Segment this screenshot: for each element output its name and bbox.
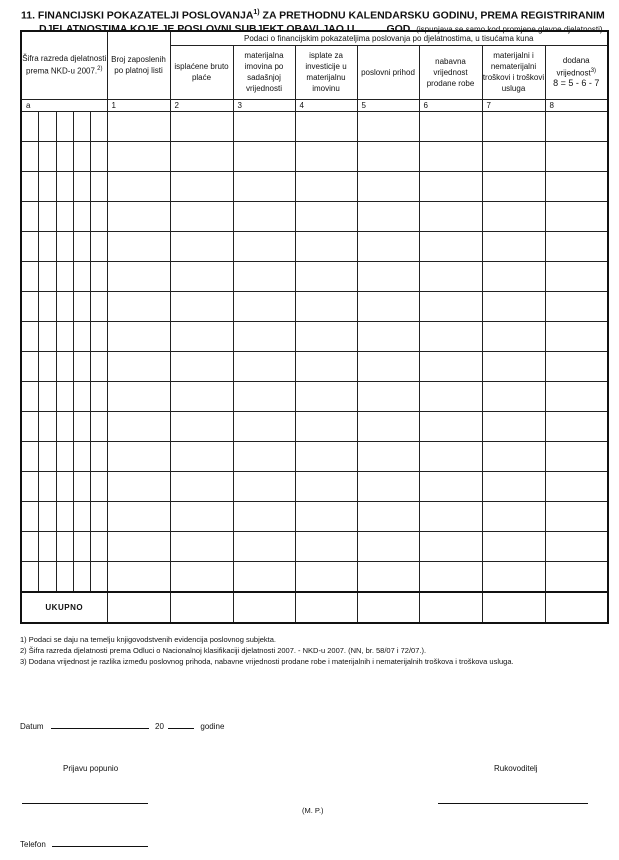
data-cell[interactable] xyxy=(357,411,419,441)
title-line1-end: ZA PRETHODNU KALENDARSKU GODINU, PREMA REGISTRIRANIM xyxy=(259,9,605,22)
data-cell[interactable] xyxy=(233,531,295,561)
data-cell[interactable] xyxy=(170,201,233,231)
data-cell[interactable] xyxy=(419,171,482,201)
financial-indicators-table xyxy=(20,30,609,624)
data-cell[interactable] xyxy=(482,231,545,261)
data-cell[interactable] xyxy=(482,321,545,351)
sifra-footnote-ref: 2) xyxy=(97,66,103,73)
data-cell[interactable] xyxy=(170,111,233,141)
sifra-digit-cell[interactable] xyxy=(38,531,56,561)
data-cell[interactable] xyxy=(357,231,419,261)
sifra-digit-cell[interactable] xyxy=(56,351,73,381)
col-2-header: isplaćene bruto plaće xyxy=(170,45,233,99)
sifra-digit-cell[interactable] xyxy=(21,411,38,441)
sifra-digit-cell[interactable] xyxy=(56,231,73,261)
data-cell[interactable] xyxy=(357,471,419,501)
data-cell[interactable] xyxy=(357,441,419,471)
data-cell[interactable] xyxy=(419,531,482,561)
data-cell[interactable] xyxy=(295,381,357,411)
data-cell[interactable] xyxy=(295,411,357,441)
data-cell[interactable] xyxy=(357,111,419,141)
data-cell[interactable] xyxy=(545,501,608,531)
sifra-digit-cell[interactable] xyxy=(21,561,38,592)
total-cell[interactable] xyxy=(419,592,482,623)
sifra-digit-cell[interactable] xyxy=(73,471,90,501)
sifra-digit-cell[interactable] xyxy=(56,291,73,321)
data-cell[interactable] xyxy=(357,291,419,321)
data-cell[interactable] xyxy=(170,171,233,201)
sifra-digit-cell[interactable] xyxy=(73,321,90,351)
data-cell[interactable] xyxy=(545,321,608,351)
data-cell[interactable] xyxy=(482,261,545,291)
sifra-digit-cell[interactable] xyxy=(56,321,73,351)
sifra-digit-cell[interactable] xyxy=(56,441,73,471)
sifra-digit-cell[interactable] xyxy=(38,111,56,141)
sifra-digit-cell[interactable] xyxy=(73,411,90,441)
data-cell[interactable] xyxy=(357,321,419,351)
col-num-8: 8 xyxy=(545,99,608,111)
sifra-digit-cell[interactable] xyxy=(90,321,107,351)
data-cell[interactable] xyxy=(419,141,482,171)
sifra-digit-cell[interactable] xyxy=(90,261,107,291)
sifra-digit-cell[interactable] xyxy=(21,501,38,531)
data-cell[interactable] xyxy=(482,171,545,201)
sifra-digit-cell[interactable] xyxy=(21,291,38,321)
sifra-digit-cell[interactable] xyxy=(73,141,90,171)
data-cell[interactable] xyxy=(170,261,233,291)
col-8-footnote-ref: 3) xyxy=(590,67,597,74)
data-cell[interactable] xyxy=(357,501,419,531)
data-cell[interactable] xyxy=(357,261,419,291)
data-cell[interactable] xyxy=(107,381,170,411)
total-label: UKUPNO xyxy=(21,592,107,623)
col-7-header: materijalni i nematerijalni troškovi i troškovi usluga xyxy=(482,45,545,99)
data-cell[interactable] xyxy=(482,351,545,381)
sifra-digit-cell[interactable] xyxy=(38,441,56,471)
data-cell[interactable] xyxy=(170,321,233,351)
data-cell[interactable] xyxy=(419,321,482,351)
sifra-digit-cell[interactable] xyxy=(73,171,90,201)
title-line1-start: 11. FINANCIJSKI POKAZATELJI POSLOVANJA xyxy=(21,9,254,22)
data-cell[interactable] xyxy=(170,561,233,592)
data-cell[interactable] xyxy=(545,561,608,592)
data-cell[interactable] xyxy=(545,111,608,141)
data-cell[interactable] xyxy=(233,351,295,381)
data-cell[interactable] xyxy=(357,171,419,201)
sifra-digit-cell[interactable] xyxy=(90,441,107,471)
sifra-digit-cell[interactable] xyxy=(21,381,38,411)
sifra-digit-cell[interactable] xyxy=(21,201,38,231)
table-row xyxy=(21,291,608,321)
date-field xyxy=(20,720,224,731)
table-row xyxy=(21,141,608,171)
data-cell[interactable] xyxy=(107,441,170,471)
data-cell[interactable] xyxy=(295,261,357,291)
data-cell[interactable] xyxy=(170,351,233,381)
data-cell[interactable] xyxy=(170,531,233,561)
data-cell[interactable] xyxy=(482,111,545,141)
data-cell[interactable] xyxy=(357,351,419,381)
data-cell[interactable] xyxy=(545,261,608,291)
sifra-digit-cell[interactable] xyxy=(73,501,90,531)
sifra-digit-cell[interactable] xyxy=(38,381,56,411)
col-6-header: nabavna vrijednost prodane robe xyxy=(419,45,482,99)
sifra-digit-cell[interactable] xyxy=(90,111,107,141)
rukovoditelj-signature-line[interactable] xyxy=(438,803,588,804)
data-cell[interactable] xyxy=(482,381,545,411)
footnote-2: 2) Šifra razreda djelatnosti prema Odluci o Nacionalnoj klasifikaciji djelatnosti 2007. - NKD-u 2007. (NN, br. 58/07 i 72/07.). xyxy=(20,646,427,655)
sifra-digit-cell[interactable] xyxy=(56,531,73,561)
table-row xyxy=(21,471,608,501)
title-god: GOD. xyxy=(386,22,414,35)
data-cell[interactable] xyxy=(233,321,295,351)
sifra-digit-cell[interactable] xyxy=(21,471,38,501)
sifra-digit-cell[interactable] xyxy=(73,201,90,231)
sifra-digit-cell[interactable] xyxy=(21,111,38,141)
data-cell[interactable] xyxy=(419,411,482,441)
data-cell[interactable] xyxy=(482,441,545,471)
sifra-digit-cell[interactable] xyxy=(90,381,107,411)
footnote-3: 3) Dodana vrijednost je razlika između poslovnog prihoda, nabavne vrijednosti prodane robe i materijalnih i nematerijalnih troškova i troškova usluga. xyxy=(20,657,514,666)
table-row xyxy=(21,561,608,592)
data-cell[interactable] xyxy=(170,291,233,321)
footnote-1: 1) Podaci se daju na temelju knjigovodstvenih evidencija poslovnog subjekta. xyxy=(20,635,276,644)
data-cell[interactable] xyxy=(545,381,608,411)
telefon-field xyxy=(20,838,148,849)
data-cell[interactable] xyxy=(233,171,295,201)
sifra-digit-cell[interactable] xyxy=(38,291,56,321)
data-cell[interactable] xyxy=(419,231,482,261)
data-cell[interactable] xyxy=(295,441,357,471)
data-cell[interactable] xyxy=(107,201,170,231)
total-cell[interactable] xyxy=(233,592,295,623)
data-cell[interactable] xyxy=(295,111,357,141)
sifra-digit-cell[interactable] xyxy=(90,291,107,321)
data-cell[interactable] xyxy=(107,321,170,351)
data-cell[interactable] xyxy=(357,141,419,171)
data-cell[interactable] xyxy=(419,291,482,321)
sifra-digit-cell[interactable] xyxy=(21,531,38,561)
table-row xyxy=(21,201,608,231)
data-cell[interactable] xyxy=(170,141,233,171)
sifra-digit-cell[interactable] xyxy=(90,351,107,381)
col-num-3: 3 xyxy=(233,99,295,111)
sifra-digit-cell[interactable] xyxy=(90,531,107,561)
data-cell[interactable] xyxy=(419,261,482,291)
table-row xyxy=(21,231,608,261)
col-num-a: a xyxy=(21,99,107,111)
sifra-digit-cell[interactable] xyxy=(90,501,107,531)
broj-header: Broj zaposlenih po platnoj listi xyxy=(107,31,170,99)
table-row xyxy=(21,381,608,411)
data-cell[interactable] xyxy=(233,261,295,291)
sifra-digit-cell[interactable] xyxy=(73,381,90,411)
sifra-digit-cell[interactable] xyxy=(73,561,90,592)
data-cell[interactable] xyxy=(233,471,295,501)
data-cell[interactable] xyxy=(233,501,295,531)
col-num-2: 2 xyxy=(170,99,233,111)
data-cell[interactable] xyxy=(545,531,608,561)
data-cell[interactable] xyxy=(170,381,233,411)
sifra-digit-cell[interactable] xyxy=(38,201,56,231)
data-cell[interactable] xyxy=(419,441,482,471)
table-row xyxy=(21,321,608,351)
sifra-digit-cell[interactable] xyxy=(38,261,56,291)
data-cell[interactable] xyxy=(233,561,295,592)
sifra-digit-cell[interactable] xyxy=(73,111,90,141)
data-cell[interactable] xyxy=(295,141,357,171)
data-cell[interactable] xyxy=(170,471,233,501)
data-cell[interactable] xyxy=(295,291,357,321)
total-row xyxy=(21,592,608,623)
data-cell[interactable] xyxy=(482,411,545,441)
data-cell[interactable] xyxy=(545,411,608,441)
data-cell[interactable] xyxy=(482,201,545,231)
data-cell[interactable] xyxy=(233,381,295,411)
sifra-digit-cell[interactable] xyxy=(73,291,90,321)
data-cell[interactable] xyxy=(107,351,170,381)
table-row xyxy=(21,441,608,471)
sifra-digit-cell[interactable] xyxy=(56,201,73,231)
sifra-digit-cell[interactable] xyxy=(21,261,38,291)
data-cell[interactable] xyxy=(545,471,608,501)
col-8-label: dodana vrijednost xyxy=(556,55,591,78)
data-cell[interactable] xyxy=(545,201,608,231)
sifra-digit-cell[interactable] xyxy=(90,141,107,171)
data-cell[interactable] xyxy=(107,171,170,201)
group-header: Podaci o financijskim pokazateljima poslovanja po djelatnostima, u tisućama kuna xyxy=(170,31,608,45)
table-row xyxy=(21,171,608,201)
sifra-digit-cell[interactable] xyxy=(73,351,90,381)
table-row xyxy=(21,351,608,381)
data-cell[interactable] xyxy=(233,411,295,441)
data-cell[interactable] xyxy=(545,231,608,261)
data-cell[interactable] xyxy=(482,561,545,592)
sifra-header xyxy=(21,31,107,99)
data-cell[interactable] xyxy=(482,531,545,561)
sifra-digit-cell[interactable] xyxy=(73,261,90,291)
sifra-digit-cell[interactable] xyxy=(56,261,73,291)
total-cell[interactable] xyxy=(357,592,419,623)
year-input[interactable] xyxy=(168,720,194,729)
data-cell[interactable] xyxy=(233,231,295,261)
data-cell[interactable] xyxy=(107,531,170,561)
col-3-header: materijalna imovina po sadašnjoj vrijednosti xyxy=(233,45,295,99)
data-cell[interactable] xyxy=(419,381,482,411)
data-cell[interactable] xyxy=(419,471,482,501)
sifra-digit-cell[interactable] xyxy=(56,111,73,141)
col-5-header: poslovni prihod xyxy=(357,45,419,99)
sifra-digit-cell[interactable] xyxy=(56,501,73,531)
sifra-digit-cell[interactable] xyxy=(38,561,56,592)
sifra-digit-cell[interactable] xyxy=(38,411,56,441)
date-input[interactable] xyxy=(51,720,149,729)
sifra-digit-cell[interactable] xyxy=(38,501,56,531)
data-cell[interactable] xyxy=(545,291,608,321)
sifra-digit-cell[interactable] xyxy=(21,441,38,471)
data-cell[interactable] xyxy=(233,111,295,141)
rukovoditelj-label: Rukovoditelj xyxy=(494,764,538,773)
sifra-digit-cell[interactable] xyxy=(21,141,38,171)
data-cell[interactable] xyxy=(295,321,357,351)
data-cell[interactable] xyxy=(357,531,419,561)
data-cell[interactable] xyxy=(295,501,357,531)
sifra-digit-cell[interactable] xyxy=(73,231,90,261)
data-cell[interactable] xyxy=(107,261,170,291)
data-cell[interactable] xyxy=(170,411,233,441)
table-row xyxy=(21,111,608,141)
data-cell[interactable] xyxy=(170,501,233,531)
data-cell[interactable] xyxy=(357,561,419,592)
data-cell[interactable] xyxy=(545,171,608,201)
total-cell[interactable] xyxy=(107,592,170,623)
sifra-digit-cell[interactable] xyxy=(56,561,73,592)
col-8-formula: 8 = 5 - 6 - 7 xyxy=(553,78,600,89)
sifra-digit-cell[interactable] xyxy=(38,321,56,351)
title-line2-start: DJELATNOSTIMA KOJE JE POSLOVNI SUBJEKT OBAVLJAO U xyxy=(39,22,355,35)
sifra-digit-cell[interactable] xyxy=(73,531,90,561)
data-cell[interactable] xyxy=(295,531,357,561)
data-cell[interactable] xyxy=(107,471,170,501)
sifra-digit-cell[interactable] xyxy=(21,351,38,381)
column-number-row xyxy=(21,99,608,111)
total-cell[interactable] xyxy=(482,592,545,623)
sifra-digit-cell[interactable] xyxy=(38,351,56,381)
total-cell[interactable] xyxy=(170,592,233,623)
data-cell[interactable] xyxy=(233,141,295,171)
data-cell[interactable] xyxy=(419,201,482,231)
sifra-digit-cell[interactable] xyxy=(90,171,107,201)
table-row xyxy=(21,501,608,531)
prijavu-label: Prijavu popunio xyxy=(63,764,119,773)
col-num-4: 4 xyxy=(295,99,357,111)
table-row xyxy=(21,261,608,291)
sifra-digit-cell[interactable] xyxy=(90,411,107,441)
sifra-digit-cell[interactable] xyxy=(90,471,107,501)
col-4-header: isplate za investicije u materijalnu imovinu xyxy=(295,45,357,99)
data-cell[interactable] xyxy=(295,201,357,231)
table-row xyxy=(21,411,608,441)
data-cell[interactable] xyxy=(419,351,482,381)
data-cell[interactable] xyxy=(482,291,545,321)
data-cell[interactable] xyxy=(419,501,482,531)
sifra-digit-cell[interactable] xyxy=(38,141,56,171)
data-cell[interactable] xyxy=(107,141,170,171)
data-cell[interactable] xyxy=(233,441,295,471)
table-row xyxy=(21,531,608,561)
year-prefix: 20 xyxy=(155,722,164,731)
data-cell[interactable] xyxy=(295,471,357,501)
col-num-1: 1 xyxy=(107,99,170,111)
col-8-header xyxy=(545,45,608,99)
sifra-digit-cell[interactable] xyxy=(21,321,38,351)
data-cell[interactable] xyxy=(107,561,170,592)
data-cell[interactable] xyxy=(357,201,419,231)
data-cell[interactable] xyxy=(107,411,170,441)
sifra-digit-cell[interactable] xyxy=(56,381,73,411)
telefon-input[interactable] xyxy=(52,838,148,847)
data-cell[interactable] xyxy=(482,141,545,171)
sifra-digit-cell[interactable] xyxy=(56,471,73,501)
data-cell[interactable] xyxy=(545,351,608,381)
data-cell[interactable] xyxy=(170,231,233,261)
data-cell[interactable] xyxy=(419,111,482,141)
sifra-digit-cell[interactable] xyxy=(56,141,73,171)
sifra-digit-cell[interactable] xyxy=(90,201,107,231)
sifra-digit-cell[interactable] xyxy=(56,171,73,201)
data-cell[interactable] xyxy=(419,561,482,592)
data-cell[interactable] xyxy=(357,381,419,411)
footnotes xyxy=(20,634,514,667)
data-cell[interactable] xyxy=(107,291,170,321)
data-cell[interactable] xyxy=(233,201,295,231)
sifra-digit-cell[interactable] xyxy=(73,441,90,471)
data-cell[interactable] xyxy=(107,231,170,261)
title-note: (ispunjava se samo kod promjene glavne djelatnosti) xyxy=(416,24,603,34)
total-cell[interactable] xyxy=(295,592,357,623)
data-cell[interactable] xyxy=(170,441,233,471)
sifra-digit-cell[interactable] xyxy=(21,171,38,201)
sifra-digit-cell[interactable] xyxy=(90,561,107,592)
telefon-label: Telefon xyxy=(20,840,46,849)
sifra-header-text: Šifra razreda djelatnosti prema NKD-u 2007. xyxy=(22,54,107,77)
data-cell[interactable] xyxy=(482,501,545,531)
data-cell[interactable] xyxy=(107,501,170,531)
data-cell[interactable] xyxy=(107,111,170,141)
sifra-digit-cell[interactable] xyxy=(90,231,107,261)
sifra-digit-cell[interactable] xyxy=(38,471,56,501)
data-cell[interactable] xyxy=(295,561,357,592)
data-cell[interactable] xyxy=(295,231,357,261)
data-cell[interactable] xyxy=(545,141,608,171)
col-num-6: 6 xyxy=(419,99,482,111)
datum-label: Datum xyxy=(20,722,44,731)
data-cell[interactable] xyxy=(295,351,357,381)
sifra-digit-cell[interactable] xyxy=(56,411,73,441)
data-cell[interactable] xyxy=(233,291,295,321)
prijavu-signature-line[interactable] xyxy=(22,803,148,804)
col-num-5: 5 xyxy=(357,99,419,111)
sifra-digit-cell[interactable] xyxy=(21,231,38,261)
total-cell[interactable] xyxy=(545,592,608,623)
title-footnote-ref: 1) xyxy=(253,9,260,16)
sifra-digit-cell[interactable] xyxy=(38,231,56,261)
data-cell[interactable] xyxy=(482,471,545,501)
data-cell[interactable] xyxy=(295,171,357,201)
stamp-placeholder: (M. P.) xyxy=(302,806,324,815)
col-num-7: 7 xyxy=(482,99,545,111)
godine-label: godine xyxy=(200,722,225,731)
data-cell[interactable] xyxy=(545,441,608,471)
sifra-digit-cell[interactable] xyxy=(38,171,56,201)
